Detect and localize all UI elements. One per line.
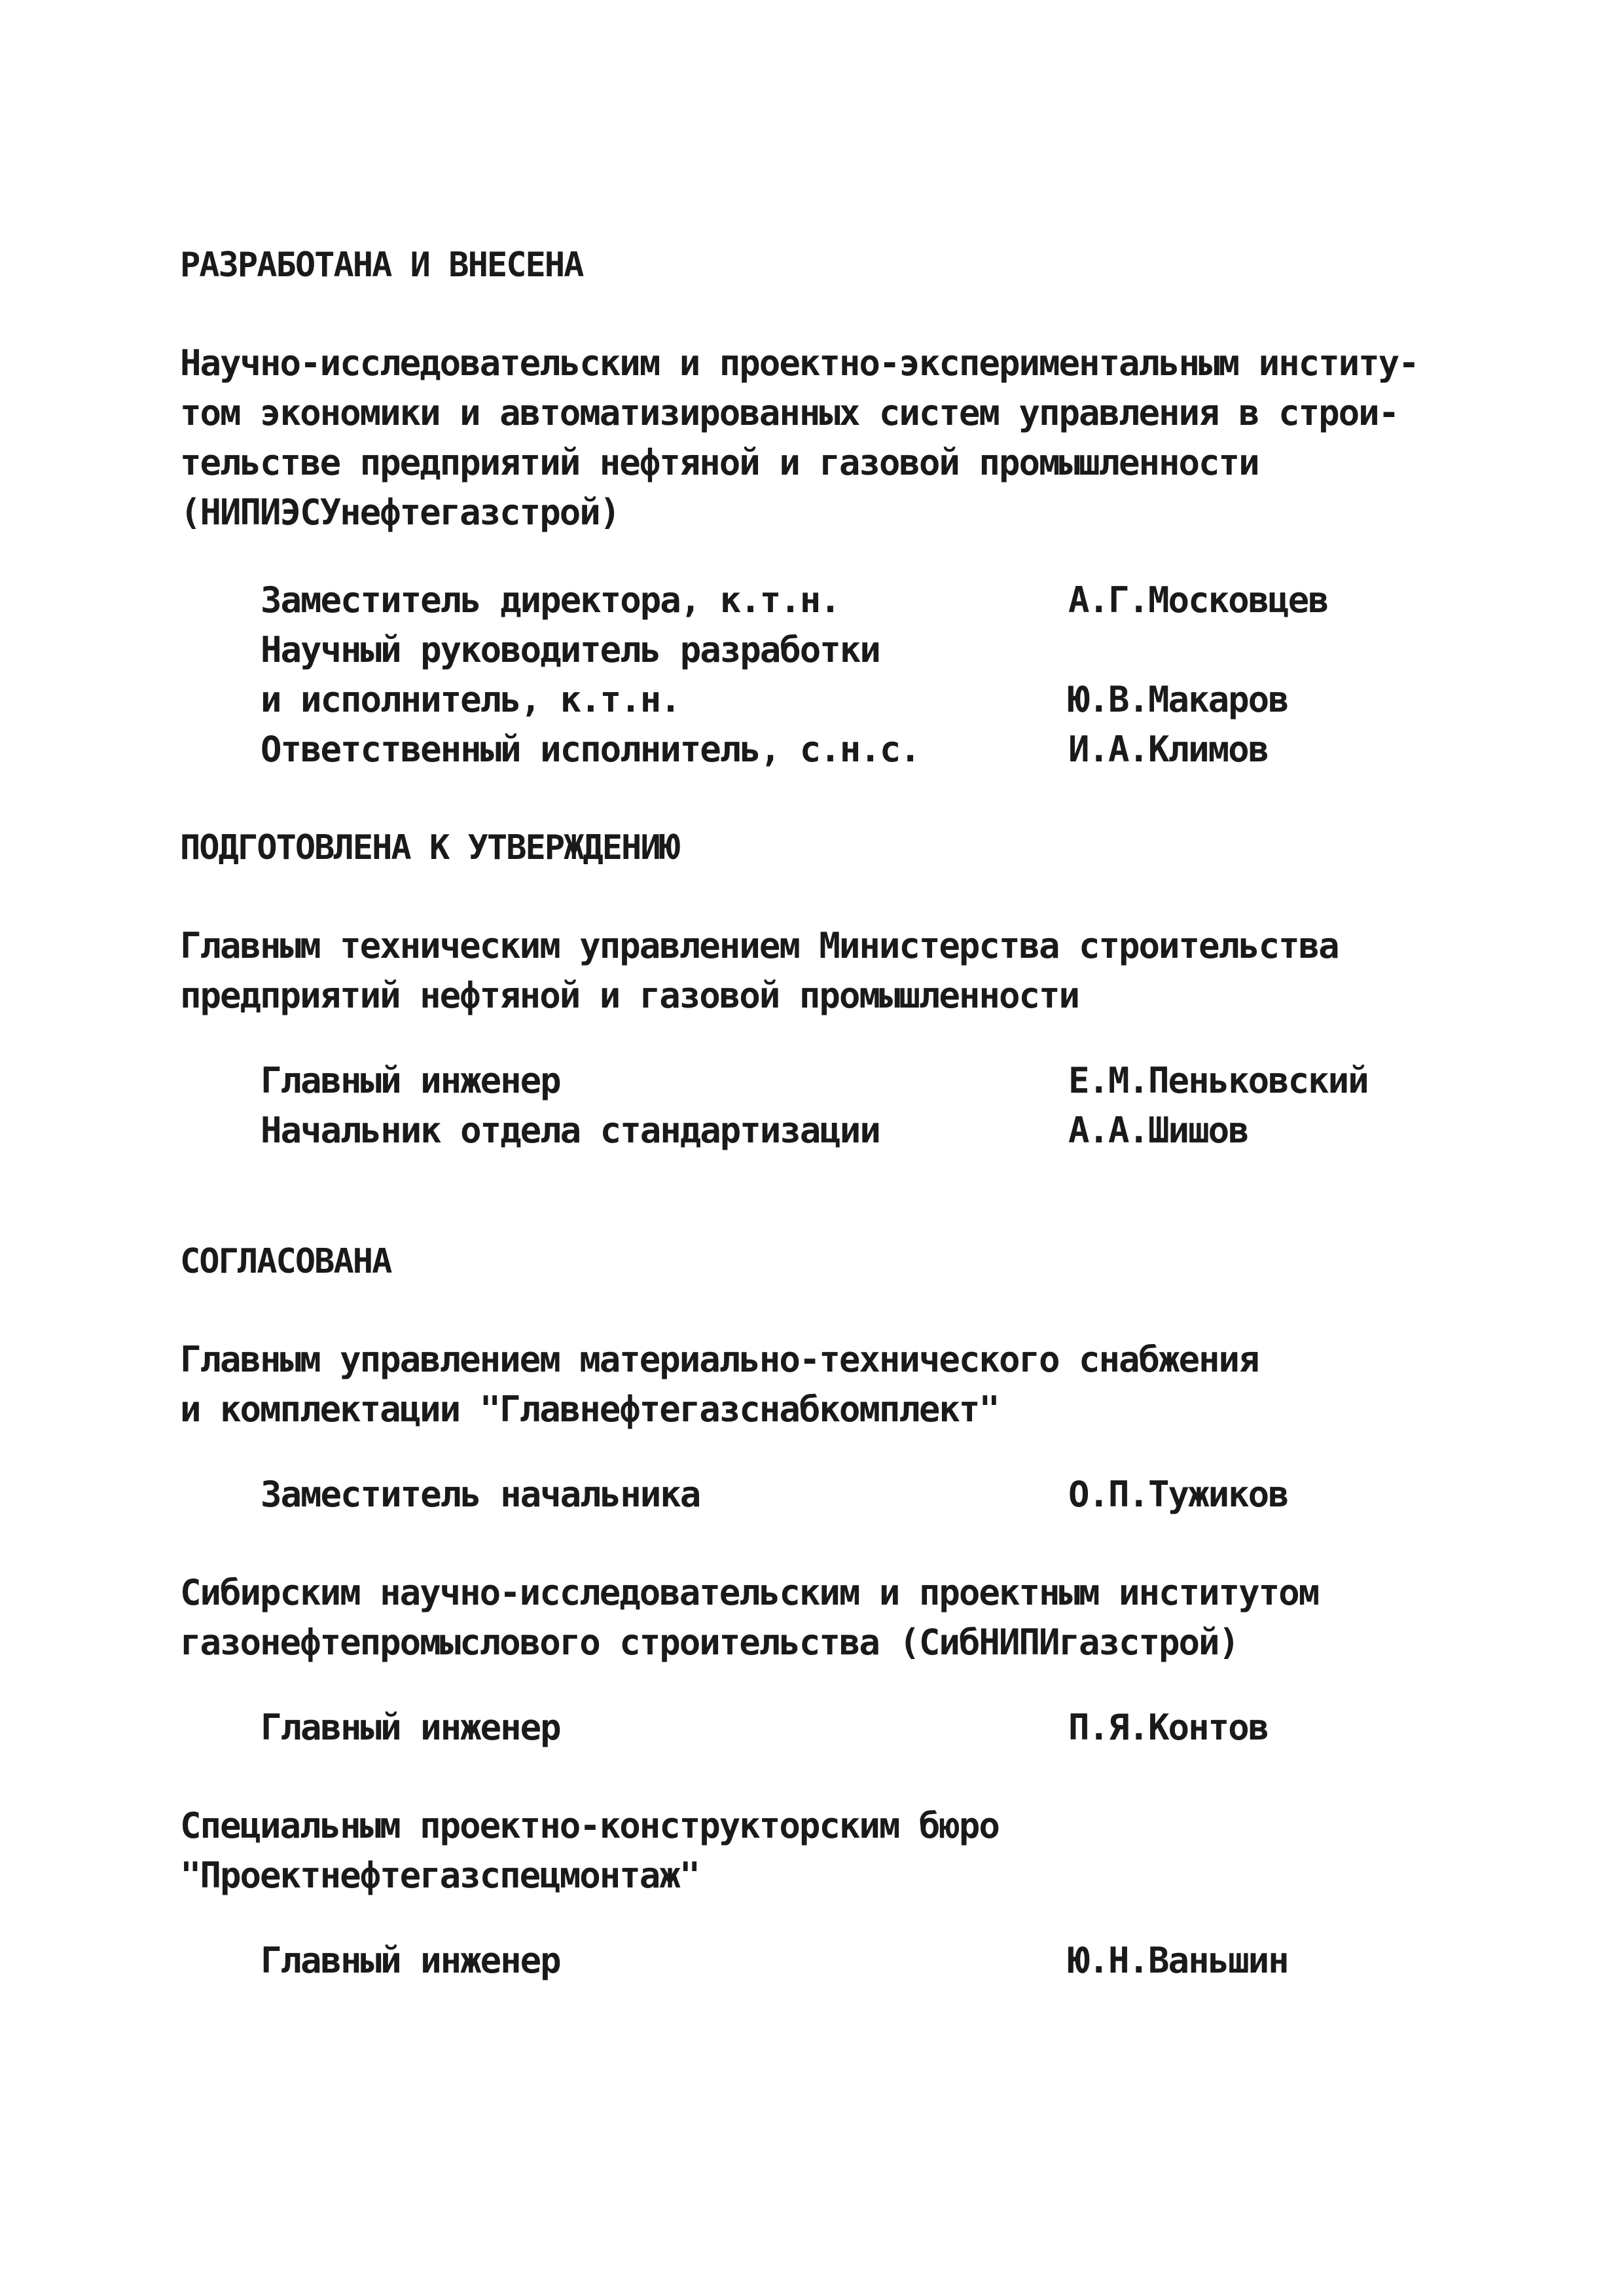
signatory-name: И.А.Климов bbox=[1068, 729, 1269, 770]
organization-line: Специальным проектно-конструкторским бюро bbox=[180, 1805, 999, 1846]
section-heading: РАЗРАБОТАНА И ВНЕСЕНА bbox=[180, 246, 583, 285]
signatory-role: Главный инженер bbox=[261, 1707, 560, 1748]
organization-line: "Проектнефтегазспецмонтаж" bbox=[180, 1855, 700, 1896]
organization-line: том экономики и автоматизированных систем управления в строи- bbox=[180, 392, 1399, 433]
signatory-role: Заместитель директора, к.т.н. bbox=[261, 579, 840, 621]
organization-line: и комплектации "Главнефтегазснабкомплект" bbox=[180, 1389, 999, 1430]
organization-line: Научно-исследовательским и проектно-экспериментальным институ- bbox=[180, 342, 1418, 384]
signatory-name: Ю.В.Макаров bbox=[1068, 679, 1288, 720]
signatory-role: Начальник отдела стандартизации bbox=[261, 1110, 880, 1151]
signatory-role: Главный инженер bbox=[261, 1060, 560, 1101]
organization-line: газонефтепромыслового строительства (СибНИПИгазстрой) bbox=[180, 1622, 1239, 1663]
organization-line: тельстве предприятий нефтяной и газовой промышленности bbox=[180, 442, 1259, 483]
signatory-role: Ответственный исполнитель, с.н.с. bbox=[261, 729, 920, 770]
organization-line: Главным управлением материально-технического снабжения bbox=[180, 1339, 1259, 1380]
signatory-role: Заместитель начальника bbox=[261, 1474, 700, 1515]
signatory-name: А.Г.Московцев bbox=[1068, 579, 1328, 621]
signatory-name: П.Я.Контов bbox=[1068, 1707, 1269, 1748]
organization-line: Сибирским научно-исследовательским и проектным институтом bbox=[180, 1572, 1319, 1613]
section-heading: ПОДГОТОВЛЕНА К УТВЕРЖДЕНИЮ bbox=[180, 828, 679, 867]
signatory-name: Ю.Н.Ваньшин bbox=[1068, 1940, 1288, 1981]
signatory-role: и исполнитель, к.т.н. bbox=[261, 679, 680, 720]
organization-line: предприятий нефтяной и газовой промышленности bbox=[180, 975, 1079, 1016]
signatory-name: Е.М.Пеньковский bbox=[1068, 1060, 1368, 1101]
signatory-name: А.А.Шишов bbox=[1068, 1110, 1248, 1151]
signatory-role: Научный руководитель разработки bbox=[261, 629, 880, 670]
signatory-role: Главный инженер bbox=[261, 1940, 560, 1981]
section-heading: СОГЛАСОВАНА bbox=[180, 1242, 391, 1281]
organization-line: (НИПИЭСУнефтегазстрой) bbox=[180, 492, 620, 533]
organization-line: Главным техническим управлением Министерства строительства bbox=[180, 925, 1339, 966]
signatory-name: О.П.Тужиков bbox=[1068, 1474, 1288, 1515]
